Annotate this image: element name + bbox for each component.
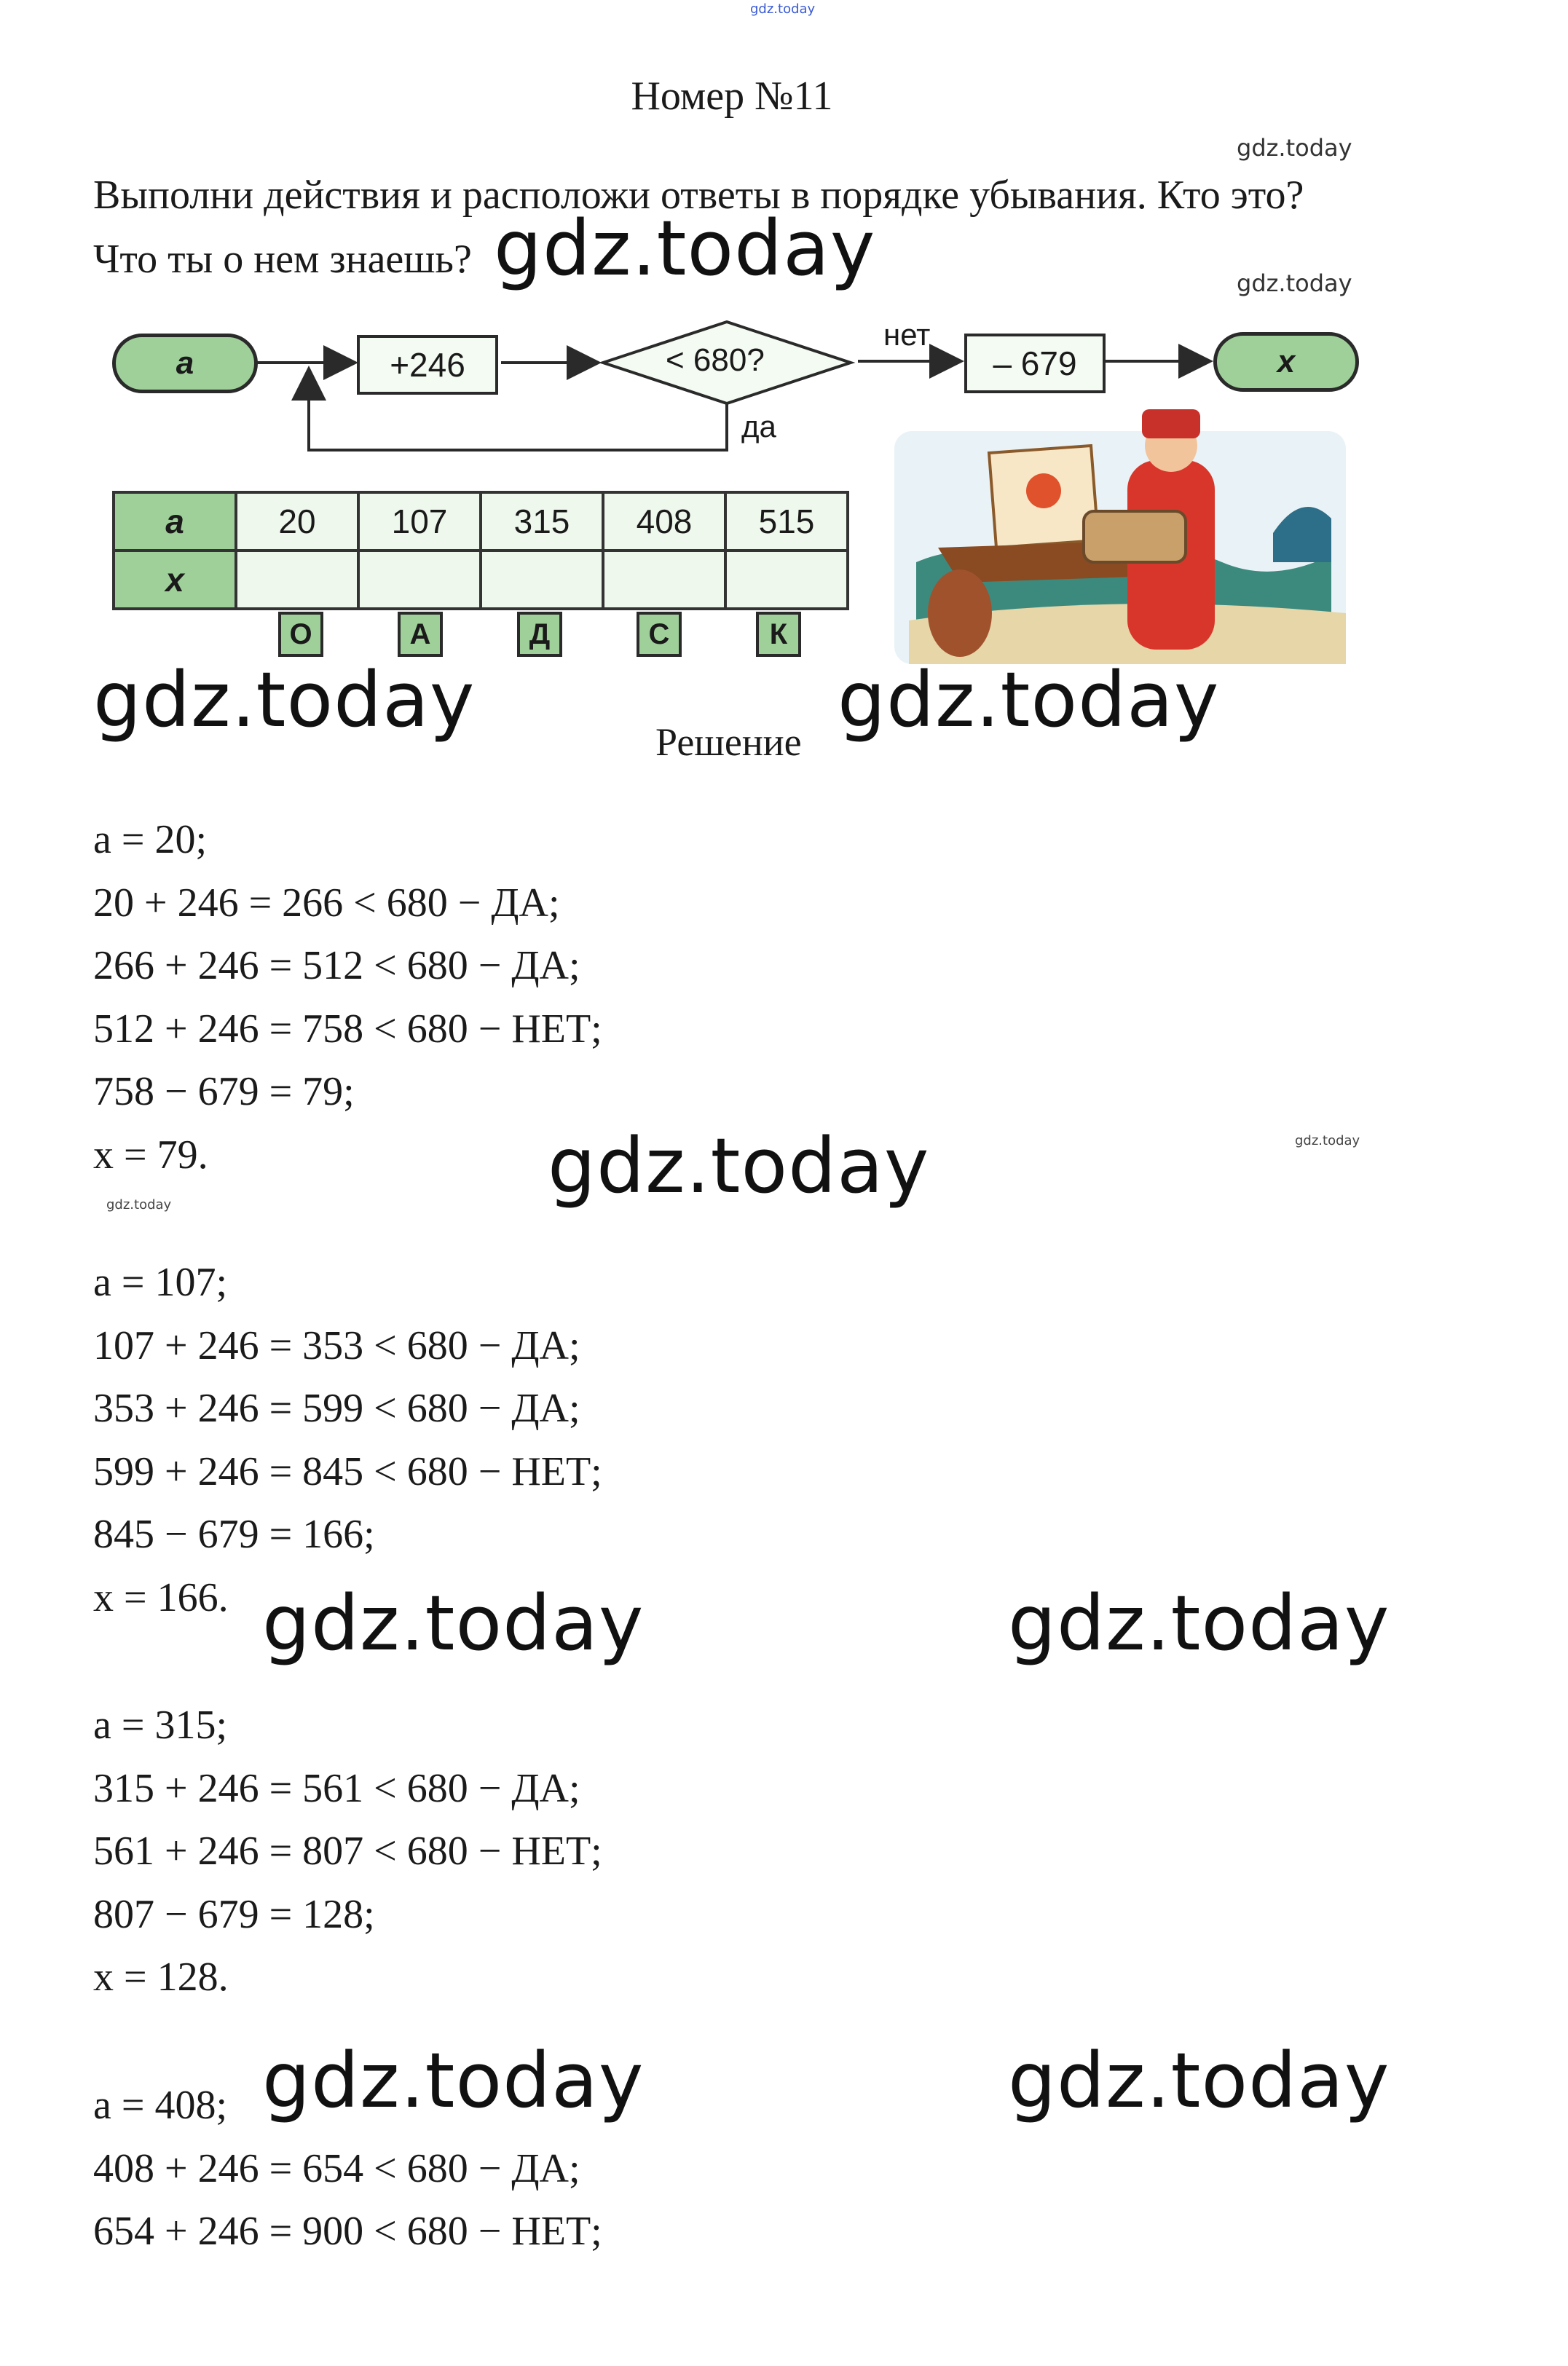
solution-line: 353 + 246 = 599 < 680 − ДА; [93, 1386, 580, 1432]
letter-box: Д [517, 612, 562, 657]
table-cell-empty [725, 551, 848, 609]
solution-line: a = 107; [93, 1260, 227, 1305]
solution-line: a = 315; [93, 1703, 227, 1748]
letter-box: К [756, 612, 801, 657]
solution-line: 561 + 246 = 807 < 680 − НЕТ; [93, 1829, 602, 1874]
table-cell: 515 [725, 492, 848, 551]
table-header-a: a [114, 492, 236, 551]
solution-line: x = 128. [93, 1955, 229, 2000]
watermark-large: gdz.today [262, 2036, 645, 2125]
illustration-picture [894, 409, 1346, 664]
watermark-large: gdz.today [262, 1579, 645, 1668]
flowchart-sub-op: – 679 [964, 334, 1106, 393]
watermark-small: gdz.today [1237, 134, 1352, 162]
table-row-a [114, 492, 848, 551]
solution-line: 654 + 246 = 900 < 680 − НЕТ; [93, 2209, 602, 2255]
watermark-large: gdz.today [494, 204, 876, 293]
table-cell-empty [481, 551, 603, 609]
letter-box: О [278, 612, 323, 657]
solution-line: 107 + 246 = 353 < 680 − ДА; [93, 1322, 580, 1368]
solution-heading: Решение [655, 720, 802, 764]
solution-line: 758 − 679 = 79; [93, 1069, 355, 1115]
table-cell: 107 [358, 492, 481, 551]
solution-line: 408 + 246 = 654 < 680 − ДА; [93, 2145, 580, 2191]
solution-line: 266 + 246 = 512 < 680 − ДА; [93, 943, 580, 989]
flowchart-add-op: +246 [357, 335, 498, 395]
solution-line: 512 + 246 = 758 < 680 − НЕТ; [93, 1006, 602, 1052]
table-row-x [114, 551, 848, 609]
flowchart-start: a [112, 334, 258, 393]
watermark-small: gdz.today [1295, 1133, 1360, 1148]
watermark-large: gdz.today [838, 655, 1220, 744]
watermark-small: gdz.today [1237, 269, 1352, 297]
solution-line: 807 − 679 = 128; [93, 1891, 375, 1937]
solution-line: 20 + 246 = 266 < 680 − ДА; [93, 880, 560, 926]
task-illustration [93, 300, 1360, 671]
watermark-small: gdz.today [106, 1197, 172, 1212]
values-table [112, 491, 849, 610]
top-watermark: gdz.today [750, 1, 816, 17]
solution-block-3 [93, 1694, 602, 2009]
letter-box: А [398, 612, 443, 657]
task-line-1: Выполни действия и расположи ответы в порядке убывания. Кто это? [93, 173, 1304, 218]
solution-block-1 [93, 808, 602, 1187]
task-line-2: Что ты о нем знаешь? [93, 237, 472, 282]
solution-line: x = 166. [93, 1574, 229, 1620]
table-header-x: x [114, 551, 236, 609]
flowchart-condition: < 680? [666, 342, 765, 378]
table-cell-empty [358, 551, 481, 609]
table-cell-empty [603, 551, 725, 609]
flowchart-end: x [1213, 332, 1359, 392]
solution-line: 599 + 246 = 845 < 680 − НЕТ; [93, 1448, 602, 1494]
solution-block-2 [93, 1251, 602, 1630]
table-cell: 315 [481, 492, 603, 551]
page-title: Номер №11 [631, 74, 833, 119]
watermark-large: gdz.today [548, 1121, 930, 1210]
watermark-large: gdz.today [1008, 1579, 1390, 1668]
solution-line: a = 408; [93, 2083, 227, 2128]
solution-line: a = 20; [93, 817, 207, 862]
flowchart-no-label: нет [883, 318, 931, 352]
flowchart-yes-label: да [741, 409, 776, 443]
table-cell: 20 [236, 492, 358, 551]
letter-box: С [637, 612, 682, 657]
solution-line: x = 79. [93, 1132, 208, 1178]
table-cell: 408 [603, 492, 725, 551]
solution-line: 845 − 679 = 166; [93, 1512, 375, 1558]
solution-line: 315 + 246 = 561 < 680 − ДА; [93, 1765, 580, 1811]
table-cell-empty [236, 551, 358, 609]
watermark-large: gdz.today [93, 655, 476, 744]
watermark-large: gdz.today [1008, 2036, 1390, 2125]
